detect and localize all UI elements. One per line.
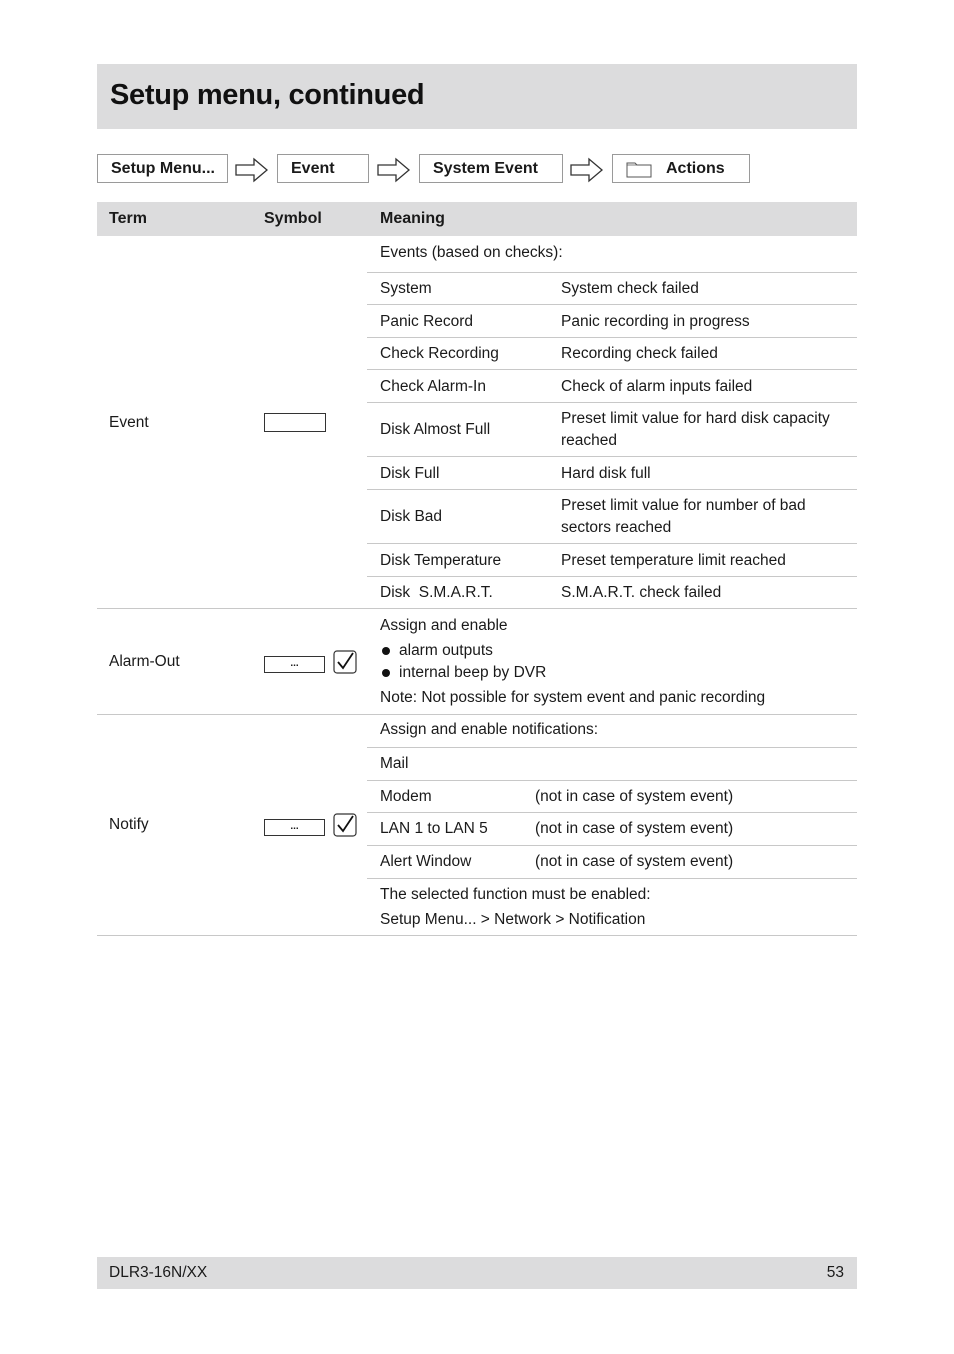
- event-desc: Recording check failed: [561, 345, 718, 362]
- event-name: Disk Full: [380, 465, 440, 482]
- event-name: Check Recording: [380, 345, 499, 362]
- event-desc: Preset limit value for hard disk capacity reached: [561, 410, 830, 449]
- list-item: alarm outputs: [380, 640, 546, 662]
- breadcrumb-system-event: [419, 154, 563, 183]
- event-desc: S.M.A.R.T. check failed: [561, 584, 722, 601]
- term-event: Event: [109, 414, 149, 431]
- event-intro: Events (based on checks):: [380, 244, 563, 261]
- notify-note: (not in case of system event): [535, 853, 734, 870]
- event-desc: Check of alarm inputs failed: [561, 378, 753, 395]
- notify-name: Modem: [380, 788, 432, 805]
- event-name: Disk Bad: [380, 508, 443, 525]
- alarm-out-note: Note: Not possible for system event and panic recording: [380, 689, 766, 706]
- notify-note: (not in case of system event): [535, 788, 734, 805]
- header-meaning: Meaning: [380, 210, 445, 227]
- breadcrumb-label: Event: [291, 159, 335, 177]
- checkbox-checked-icon: [333, 813, 357, 837]
- page-footer: [97, 1257, 857, 1289]
- notify-intro: Assign and enable notifications:: [380, 721, 599, 738]
- event-name: Panic Record: [380, 313, 474, 330]
- page-number: 53: [826, 1264, 844, 1281]
- alarm-out-bullets: [380, 640, 546, 684]
- arrow-right-icon: [377, 157, 411, 183]
- notify-footer-line1: The selected function must be enabled:: [380, 886, 651, 903]
- notify-name: Mail: [380, 755, 409, 772]
- event-desc: Preset temperature limit reached: [561, 552, 786, 569]
- title-bar: [97, 64, 857, 129]
- model-number: DLR3-16N/XX: [109, 1264, 208, 1281]
- divider: [367, 543, 857, 544]
- divider: [367, 845, 857, 846]
- breadcrumb-actions: [612, 154, 750, 183]
- divider: [367, 456, 857, 457]
- select-button-symbol: [264, 819, 325, 836]
- event-name: Disk Temperature: [380, 552, 502, 569]
- symbol-label: ...: [290, 821, 299, 832]
- divider: [367, 780, 857, 781]
- divider: [367, 489, 857, 490]
- arrow-right-icon: [570, 157, 604, 183]
- event-desc: System check failed: [561, 280, 699, 297]
- event-desc: Panic recording in progress: [561, 313, 750, 330]
- divider: [367, 402, 857, 403]
- arrow-right-icon: [235, 157, 269, 183]
- section-divider: [97, 714, 857, 715]
- divider: [367, 878, 857, 879]
- event-name: System: [380, 280, 432, 297]
- section-divider: [97, 608, 857, 609]
- breadcrumb-label: System Event: [433, 159, 538, 177]
- event-name: Check Alarm-In: [380, 378, 486, 395]
- alarm-out-intro: Assign and enable: [380, 617, 508, 634]
- page-title: Setup menu, continued: [110, 79, 425, 111]
- section-divider: [97, 935, 857, 936]
- divider: [367, 369, 857, 370]
- divider: [367, 576, 857, 577]
- notify-footer-line2: Setup Menu... > Network > Notification: [380, 911, 646, 928]
- event-desc: Hard disk full: [561, 465, 651, 482]
- list-item: internal beep by DVR: [380, 662, 546, 684]
- breadcrumb-event: [277, 154, 369, 183]
- notify-note: (not in case of system event): [535, 820, 734, 837]
- divider: [367, 304, 857, 305]
- header-symbol: Symbol: [264, 210, 322, 227]
- term-notify: Notify: [109, 816, 149, 833]
- event-name: Disk S.M.A.R.T.: [380, 584, 493, 601]
- folder-icon: [626, 160, 652, 178]
- event-desc: Preset limit value for number of bad sectors reached: [561, 497, 806, 536]
- event-name: Disk Almost Full: [380, 421, 491, 438]
- breadcrumb-label: Actions: [666, 159, 725, 177]
- breadcrumb-label: Setup Menu...: [111, 159, 215, 177]
- checkbox-checked-icon: [333, 650, 357, 674]
- notify-name: LAN 1 to LAN 5: [380, 820, 488, 837]
- symbol-label: ...: [290, 658, 299, 669]
- divider: [367, 747, 857, 748]
- divider: [367, 337, 857, 338]
- divider: [367, 272, 857, 273]
- divider: [367, 812, 857, 813]
- breadcrumb-setup-menu: [97, 154, 228, 183]
- term-alarm-out: Alarm-Out: [109, 653, 180, 670]
- notify-name: Alert Window: [380, 853, 472, 870]
- table-header: [97, 202, 857, 236]
- header-term: Term: [109, 210, 147, 227]
- text-field-symbol: [264, 413, 326, 432]
- select-button-symbol: [264, 656, 325, 673]
